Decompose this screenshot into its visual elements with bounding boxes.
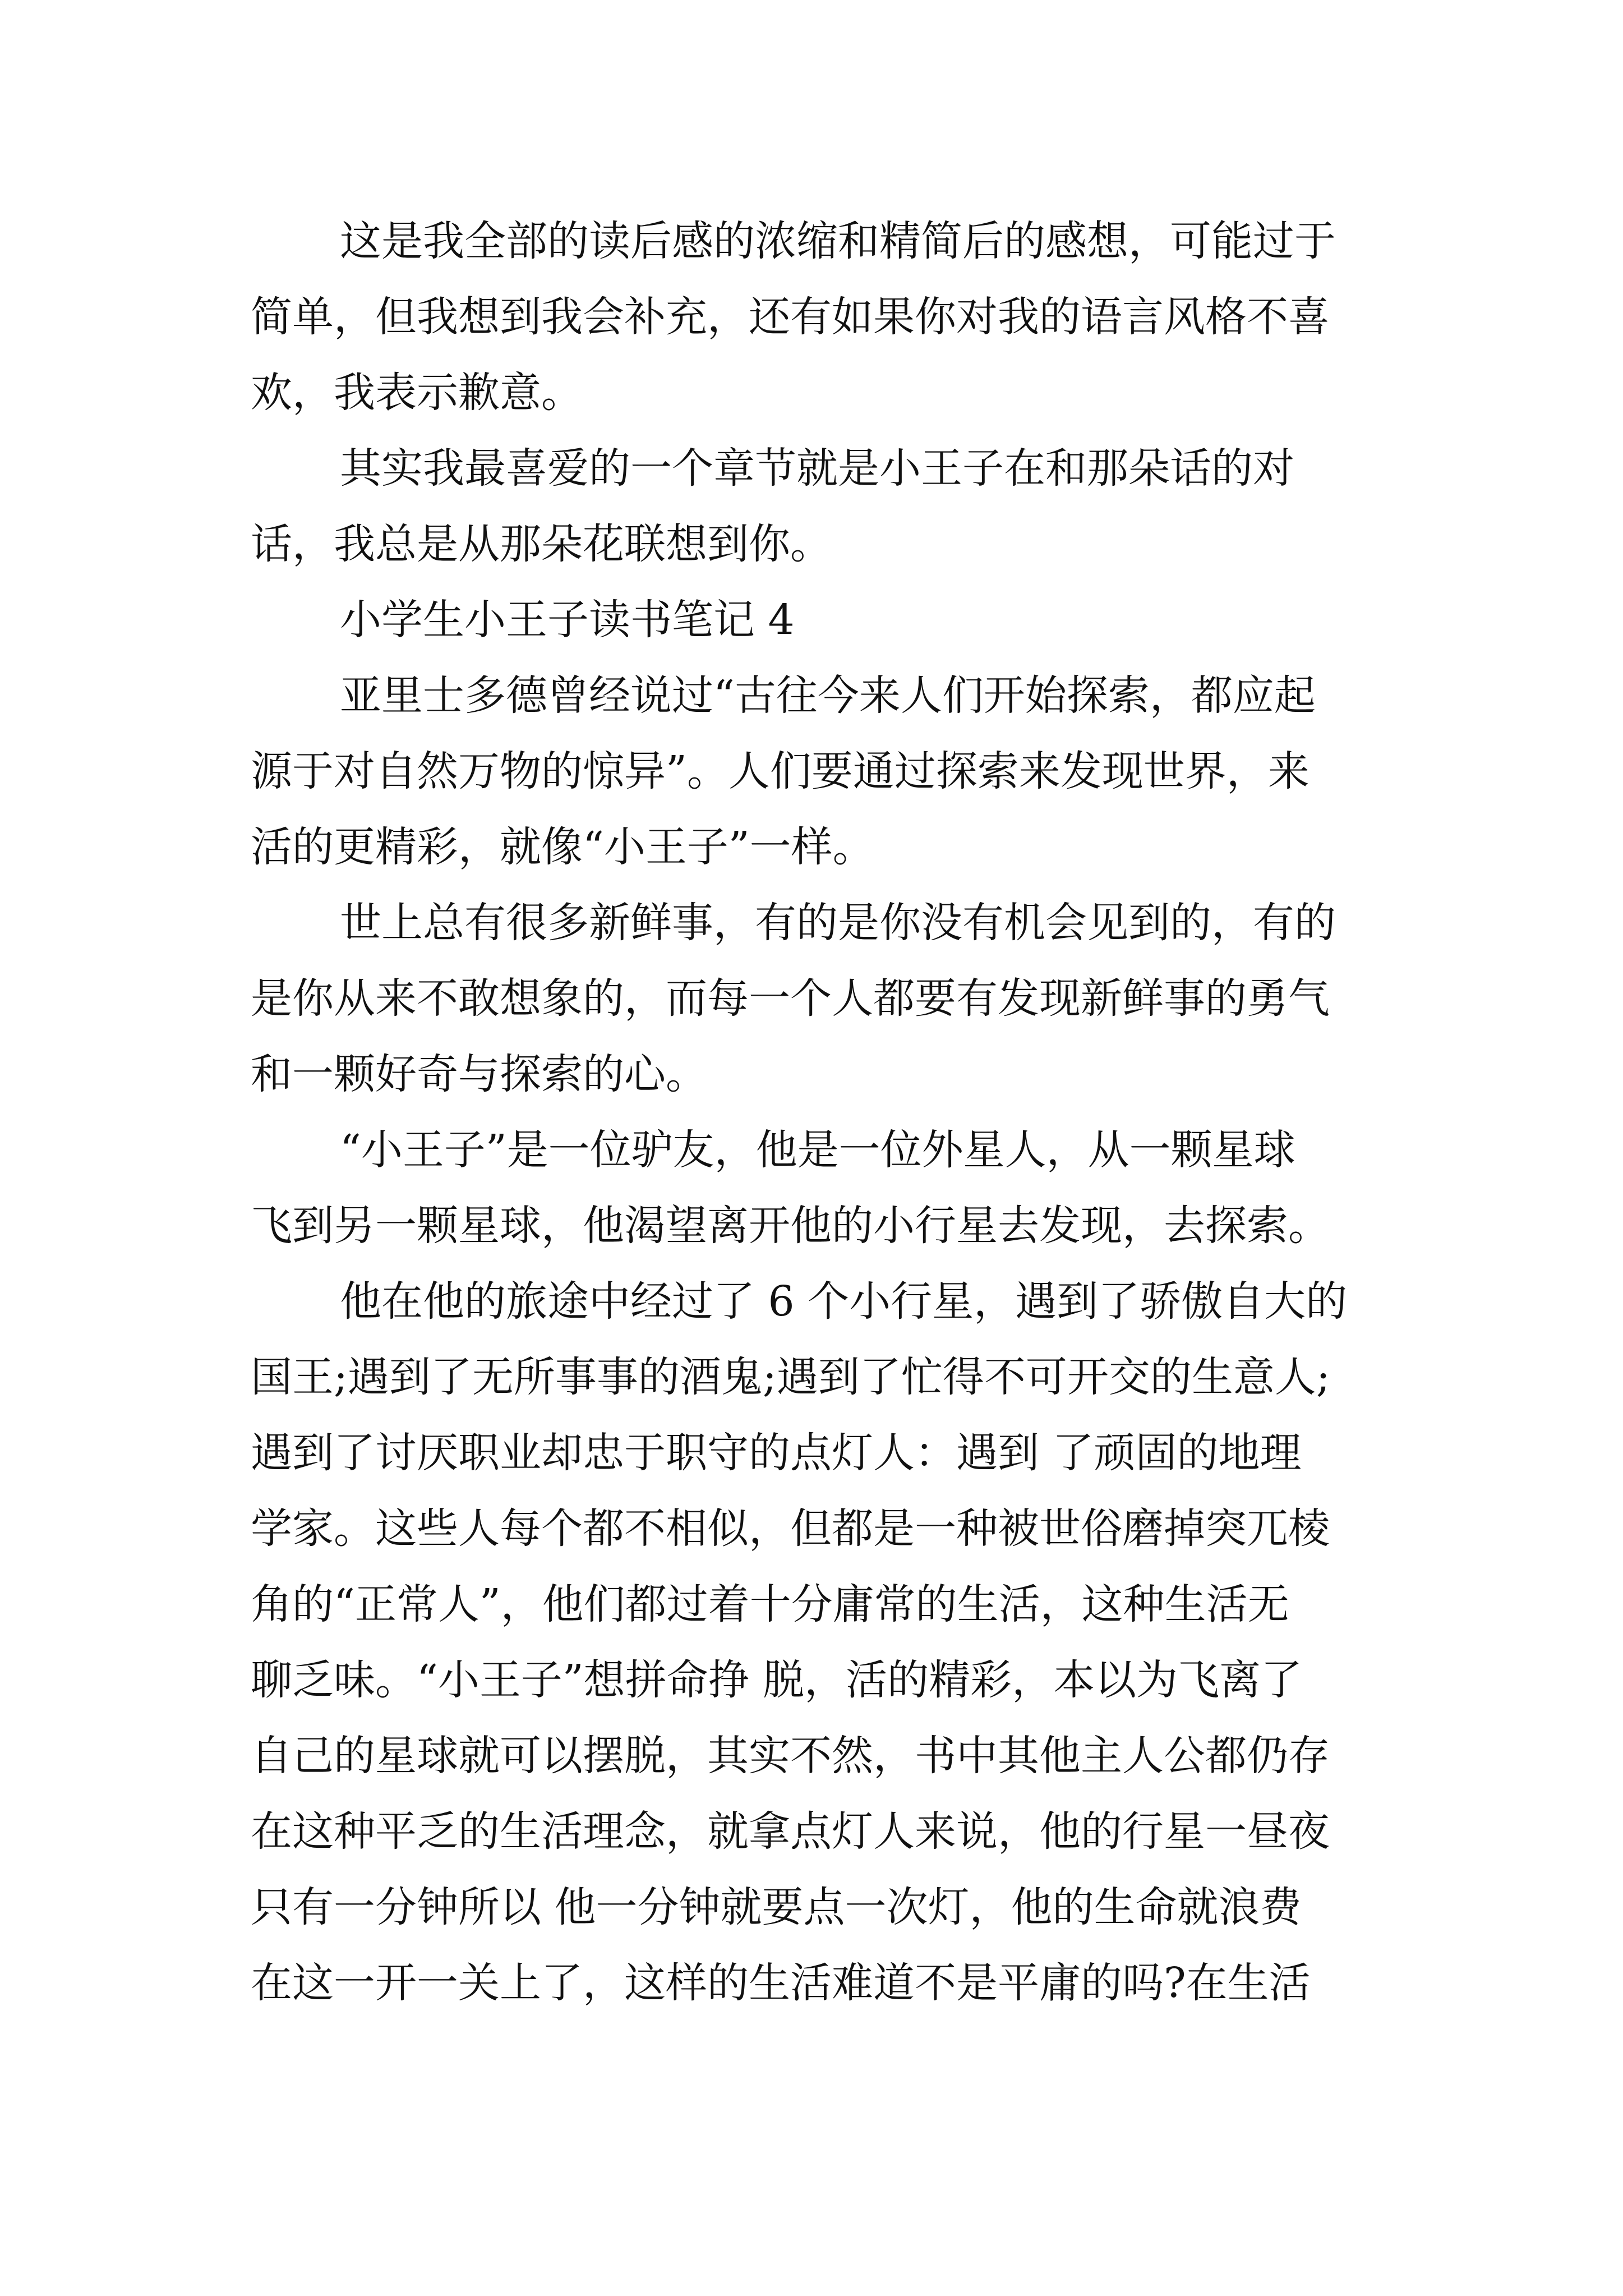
section-heading: 小学生小王子读书笔记 4 — [340, 596, 795, 644]
paragraph-line: 学家。这些人每个都不相似，但都是一种被世俗磨掉突兀棱 — [251, 1504, 1330, 1553]
paragraph-line: 他在他的旅途中经过了 6 个小行星，遇到了骄傲自大的 — [340, 1277, 1348, 1326]
paragraph-line: 国王;遇到了无所事事的酒鬼;遇到了忙得不可开交的生意人; — [251, 1353, 1330, 1401]
paragraph-line: 飞到另一颗星球，他渴望离开他的小行星去发现，去探索。 — [251, 1202, 1330, 1250]
paragraph-line: 在这一开一关上了，这样的生活难道不是平庸的吗?在生活 — [251, 1959, 1311, 2007]
paragraph-line: 其实我最喜爱的一个章节就是小王子在和那朵话的对 — [340, 444, 1294, 493]
paragraph-line: 只有一分钟所以 他一分钟就要点一次灯，他的生命就浪费 — [251, 1883, 1302, 1931]
paragraph-line: 遇到了讨厌职业却忠于职守的点灯人：遇到 了顽固的地理 — [251, 1429, 1302, 1477]
paragraph-line: 自己的星球就可以摆脱，其实不然，书中其他主人公都仍存 — [251, 1732, 1330, 1780]
paragraph-line: 活的更精彩，就像“小王子”一样。 — [251, 823, 874, 871]
paragraph-line: “小王子”是一位驴友，他是一位外星人，从一颗星球 — [340, 1126, 1295, 1174]
paragraph-line: 在这种平乏的生活理念，就拿点灯人来说，他的行星一昼夜 — [251, 1807, 1330, 1856]
paragraph-line: 欢，我表示歉意。 — [251, 369, 583, 417]
paragraph-line: 简单，但我想到我会补充，还有如果你对我的语言风格不喜 — [251, 293, 1330, 341]
paragraph-line: 源于对自然万物的惊异”。人们要通过探索来发现世界，来 — [251, 747, 1310, 795]
paragraph-line: 话，我总是从那朵花联想到你。 — [251, 520, 832, 568]
paragraph-line: 聊乏味。“小王子”想拼命挣 脱，活的精彩，本以为飞离了 — [251, 1656, 1303, 1704]
paragraph-line: 角的“正常人”，他们都过着十分庸常的生活，这种生活无 — [251, 1580, 1289, 1628]
paragraph-line: 是你从来不敢想象的，而每一个人都要有发现新鲜事的勇气 — [251, 974, 1330, 1023]
paragraph-line: 和一颗好奇与探索的心。 — [251, 1050, 707, 1098]
paragraph-line: 这是我全部的读后感的浓缩和精简后的感想，可能过于 — [340, 217, 1336, 265]
paragraph-line: 亚里士多德曾经说过“古往今来人们开始探索，都应起 — [340, 671, 1316, 720]
paragraph-line: 世上总有很多新鲜事，有的是你没有机会见到的，有的 — [340, 899, 1336, 947]
